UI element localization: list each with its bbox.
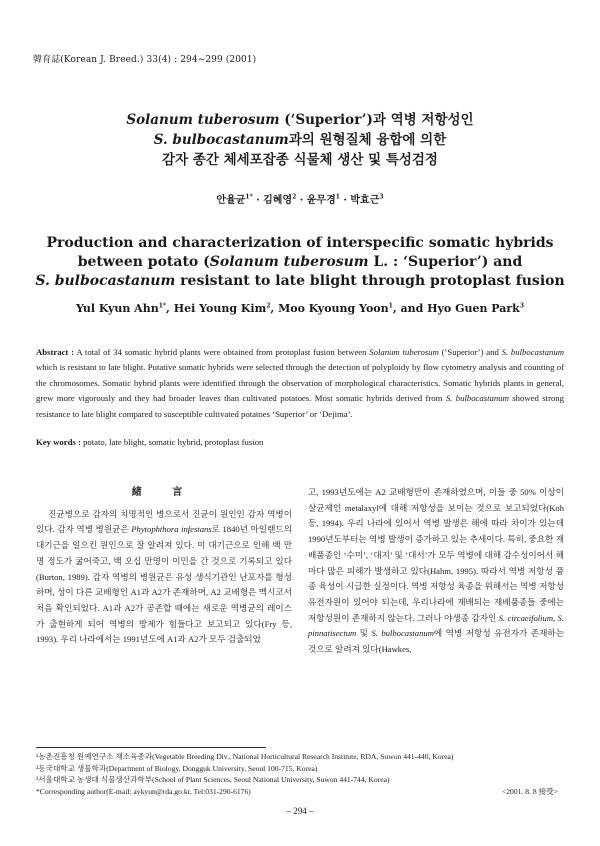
- korean-title-species-1: Solanum tuberosum: [126, 112, 280, 128]
- footnote-affiliation-3: ³서울대학교 농생대 식물생산과학부(School of Plant Sciences, Seoul National University, Suwon 441-744, Korea): [36, 775, 390, 785]
- korean-title-line-2: [0, 130, 600, 150]
- korean-author-3: · 윤무경: [296, 195, 336, 206]
- english-author-1: Yul Kyun Ahn: [76, 302, 159, 315]
- korean-title-line-3: 감자 종간 체세포잡종 식물체 생산 및 특성검정: [162, 152, 438, 168]
- right-column: [308, 485, 564, 658]
- journal-reference: 韓育誌(Korean J. Breed.) 33(4) : 294~299 (2001): [33, 55, 257, 65]
- english-title-line-1: Production and characterization of interspecific somatic hybrids: [46, 235, 554, 251]
- english-authors: [0, 302, 600, 315]
- abstract-text-2: (‘Superior’) and: [438, 347, 502, 357]
- english-title-species-1: Solanum tuberosum: [209, 254, 369, 270]
- abstract-label: Abstract :: [36, 347, 75, 357]
- korean-title-line-2-rest: 과의 원형질체 융합에 의한: [288, 132, 447, 148]
- english-title-line-2-pre: between potato (: [77, 254, 210, 270]
- english-title-species-2: S. bulbocastanum: [35, 273, 176, 289]
- abstract-species-1: Solanum tuberosum: [369, 347, 439, 357]
- korean-author-2: · 김혜영: [252, 195, 293, 206]
- english-title-line-3-post: resistant to late blight through protoplast fusion: [175, 273, 565, 289]
- keywords: [36, 437, 564, 447]
- korean-author-1: 안율균: [216, 195, 246, 206]
- keywords-text: potato, late blight, somatic hybrid, protoplast fusion: [80, 437, 264, 447]
- english-author-3-sup: 1: [388, 302, 393, 310]
- english-title-line-3: [0, 272, 600, 291]
- korean-author-1-sup: 1*: [245, 193, 253, 201]
- received-date: <2001. 8. 8 接受>: [501, 786, 558, 796]
- left-text-2: 로 1840년 아일랜드의 대기근을 일으킨 원인으로 잘 알려져 있다. 이 대기근으로 인해 백 만명 정도가 굶어죽고, 백 오십 만명이 이민을 간 것으로 기록되고 있다(Burton, 1989). 감자 역병의 병원균은 유성 생식기관인 난포자를 형성하며, 성이 다른 교배형인 A1과 A2가 존재하며, A2 교배형은 멕시코서 처음 확인되었다. A1과 A2가 공존할 때에는 새로운 역병균의 레이스가 출현하게 되어 역병의 방제가 힘들다고 보고되고 있다(Fry 등, 1993). 우리 나라에서는 1991년도에 A1과 A2가 모두 검출되었: [36, 524, 292, 645]
- korean-authors: [0, 191, 600, 206]
- corresponding-author: *Corresponding author(E-mail: aykyun@rda.go.kr, Tel:031-290-6176): [36, 786, 251, 796]
- english-author-4-sup: 3: [519, 302, 524, 310]
- footnote-affiliation-2: ²동국대학교 생물학과(Department of Biology, Dongguk University, Seoul 100-715, Korea): [36, 763, 318, 773]
- abstract-text-1: A total of 34 somatic hybrid plants were obtained from protoplast fusion between: [74, 347, 370, 357]
- left-column: [36, 485, 292, 648]
- korean-title: [0, 110, 600, 170]
- abstract-text-4: showed strong resistance to late blight compared to susceptible cultivated potatoes ‘Superior’ or ‘Dejima’.: [36, 393, 564, 419]
- right-text-3: 에 역병 저항성 유전자가 존재하는 것으로 알려져 있다(Hawkes,: [308, 628, 564, 655]
- left-text-1: 진균병으로 감자의 치명적인 병으로서 진균이 원인인 감자 역병이 있다. 감자 역병 병원균은: [36, 508, 292, 535]
- footnote-corresponding: [36, 786, 566, 798]
- footnote-affiliation-1: ¹농촌진흥청 원예연구소 채소육종과(Vegetable Breeding Div., National Horticultural Research Institute, RDA, Suwon 441-440, Korea): [36, 752, 454, 761]
- left-pathogen-name: Phytophthora infestans: [131, 524, 212, 535]
- right-text-2: 및: [356, 628, 372, 639]
- english-title-line-2: [0, 253, 600, 272]
- section-heading-introduction: 緒 言: [131, 487, 197, 498]
- abstract: [36, 345, 564, 422]
- english-author-2: , Hei Young Kim: [166, 302, 267, 315]
- right-species-1: S. circaeifolium, S. pinnatisectum: [308, 612, 565, 639]
- english-title: [0, 234, 600, 291]
- page-number: – 294 –: [286, 806, 314, 816]
- keywords-label: Key words :: [36, 437, 81, 447]
- english-author-4: , and Hyo Guen Park: [392, 302, 520, 315]
- right-species-2: S. bulbocastanum: [371, 628, 434, 639]
- korean-author-4: · 박효근: [339, 195, 380, 206]
- english-author-3: , Moo Kyoung Yoon: [270, 302, 389, 315]
- right-column-paragraph: [308, 485, 564, 658]
- korean-title-line-1-rest: (‘Superior’)과 역병 저항성인: [279, 112, 474, 128]
- korean-author-2-sup: 2: [292, 193, 297, 201]
- abstract-text-3: which is resistant to late blight. Putative somatic hybrids were selected through the detection of polyploidy by flow cytometry analysis and counting of the chromosomes. Somatic hybrid plants were identified through the observation of morphological characteristics. Somatic hybrids plants in general, grew more vigorously and they had broader leaves than cultivated potatoes. Most somatic hybrids derived from: [36, 362, 564, 404]
- left-column-paragraph: [36, 507, 292, 648]
- english-author-1-sup: 1*: [158, 302, 167, 310]
- footnote-divider: [36, 747, 266, 748]
- abstract-species-2: S. bulbocastanum: [501, 347, 564, 357]
- korean-author-3-sup: 1: [335, 193, 340, 201]
- korean-title-line-1: [0, 110, 600, 130]
- english-title-line-2-post: L. : ‘Superior’) and: [368, 254, 523, 270]
- right-text-1: 고, 1993년도에는 A2 교배형만이 존재하였으며, 이들 중 50% 이상이 살균제인 metalaxyl에 대해 저항성을 보이는 것으로 보고되었다(Koh 등, 1994). 우리 나라에 있어서 역병 발생은 해에 따라 차이가 있는데 1990년도부터는 역병 발생이 증가하고 있는 추세이다. 특히, 중요한 재배품종인 ‘수미’, ‘대지’ 및 ‘대서’가 모두 역병에 대해 감수성이어서 해마다 많은 피해가 발생하고 있다(Hahm, 1995). 따라서 역병 저항성 품종 육성이 시급한 실정이다. 역병 저항성 육종을 위해서는 역병 저항성 유전자원이 있어야 되는데, 우리나라에 재배되는 재배품종들 중에는 저항성원이 존재하지 않는다. 그러나 야생종 감자인: [308, 487, 564, 623]
- footnotes: [36, 751, 566, 797]
- korean-author-4-sup: 3: [379, 193, 384, 201]
- english-author-2-sup: 2: [266, 302, 271, 310]
- abstract-species-3: S. bulbocastanum: [445, 393, 509, 404]
- korean-title-species-2: S. bulbocastanum: [153, 132, 289, 148]
